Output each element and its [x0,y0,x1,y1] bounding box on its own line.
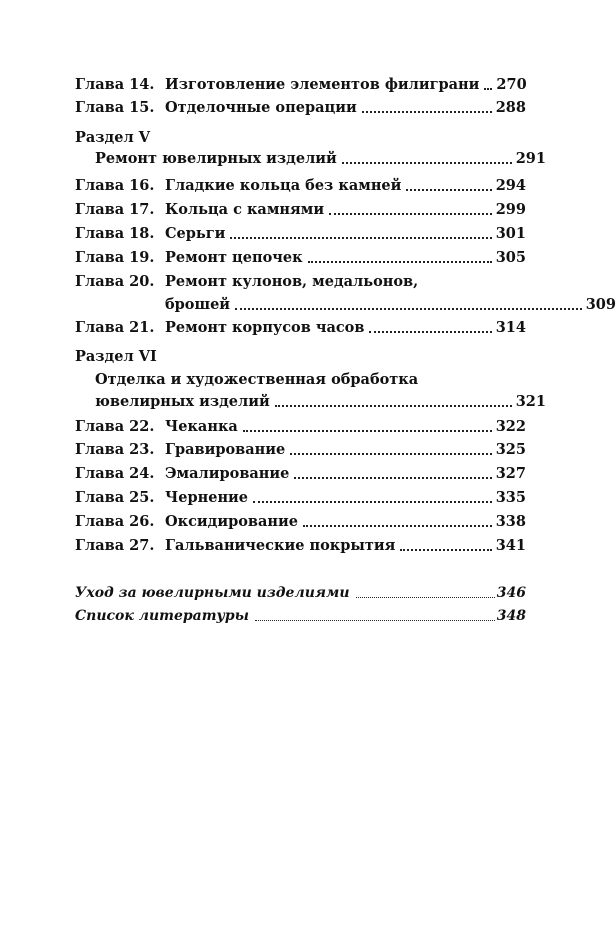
page-number: 305 [495,249,526,266]
toc-entry [75,148,546,170]
page-number: 301 [495,225,526,242]
chapter-number: Глава 16. [75,177,155,194]
dot-leader [369,331,491,333]
page-number: 270 [496,76,527,93]
entry-title: брошей [165,296,231,313]
chapter-number: Глава 15. [75,99,155,116]
page-number: 346 [496,585,526,601]
dot-leader [303,525,492,527]
toc-entry [75,199,526,221]
chapter-number: Глава 25. [75,489,155,506]
toc-entry [75,605,526,627]
dot-leader [243,430,492,432]
entry-title: Ремонт ювелирных изделий [95,150,337,167]
toc-entry [75,416,526,438]
page-number: 327 [495,465,526,482]
dot-leader [255,620,495,621]
page-number: 299 [495,201,526,218]
chapter-number: Глава 23. [75,441,155,458]
dot-leader [308,261,492,263]
toc-entry [75,247,526,269]
page-number: 314 [495,319,526,336]
page-number: 288 [495,99,526,116]
toc-entry [75,97,526,119]
dot-leader [275,405,512,407]
chapter-number: Глава 22. [75,418,155,435]
page-number: 291 [515,150,546,167]
entry-title: Раздел V [75,129,150,146]
dot-leader [230,237,491,239]
page-number: 341 [495,537,526,554]
entry-title: Отделочные операции [165,99,357,116]
chapter-number: Глава 26. [75,513,155,530]
page-number: 294 [495,177,526,194]
entry-title: Ремонт корпусов часов [165,319,365,336]
entry-title: Уход за ювелирными изделиями [75,585,350,601]
toc-entry [75,317,526,339]
entry-title: Гальванические покрытия [165,537,396,554]
entry-title: Список литературы [75,608,249,624]
toc-entry [75,535,526,557]
dot-leader [253,501,492,503]
entry-title: Серьги [165,225,226,242]
chapter-number: Глава 19. [75,249,155,266]
dot-leader [294,477,491,479]
toc-entry [75,223,526,245]
section-heading [75,346,526,368]
toc-entry [75,439,526,461]
page-number: 322 [495,418,526,435]
chapter-number: Глава 17. [75,201,155,218]
page-number: 348 [496,608,526,624]
entry-title: Чернение [165,489,249,506]
dot-leader [290,453,491,455]
dot-leader [362,111,492,113]
entry-title: Эмалирование [165,465,290,482]
page-number: 338 [495,513,526,530]
chapter-number: Глава 27. [75,537,155,554]
dot-leader [484,88,492,90]
toc-entry [75,487,526,509]
toc-entry [75,391,546,413]
entry-title: ювелирных изделий [95,393,270,410]
dot-leader [356,597,495,598]
page-number: 309 [585,296,616,313]
toc-entry [75,175,526,197]
toc-entry [75,74,526,96]
dot-leader [235,308,582,310]
section-heading [75,127,526,149]
page-number: 321 [515,393,546,410]
dot-leader [406,189,491,191]
entry-title: Отделка и художественная обработка [95,371,419,388]
dot-leader [342,162,512,164]
dot-leader [400,549,491,551]
entry-title: Гравирование [165,441,286,458]
toc-entry [75,463,526,485]
entry-title: Раздел VI [75,348,157,365]
chapter-number: Глава 21. [75,319,155,336]
entry-title: Чеканка [165,418,238,435]
chapter-number: Глава 18. [75,225,155,242]
toc-entry [75,582,526,604]
chapter-number: Глава 20. [75,273,155,290]
entry-title: Гладкие кольца без камней [165,177,402,194]
entry-title: Ремонт цепочек [165,249,303,266]
dot-leader [329,213,492,215]
toc-entry [75,369,546,391]
chapter-number: Глава 14. [75,76,155,93]
toc-entry [75,271,526,293]
entry-title: Изготовление элементов филиграни [165,76,480,93]
entry-title: Кольца с камнями [165,201,325,218]
page-number: 335 [495,489,526,506]
entry-title: Оксидирование [165,513,298,530]
toc-entry [75,294,616,316]
page-number: 325 [495,441,526,458]
toc-entry [75,511,526,533]
chapter-number: Глава 24. [75,465,155,482]
entry-title: Ремонт кулонов, медальонов, [165,273,419,290]
